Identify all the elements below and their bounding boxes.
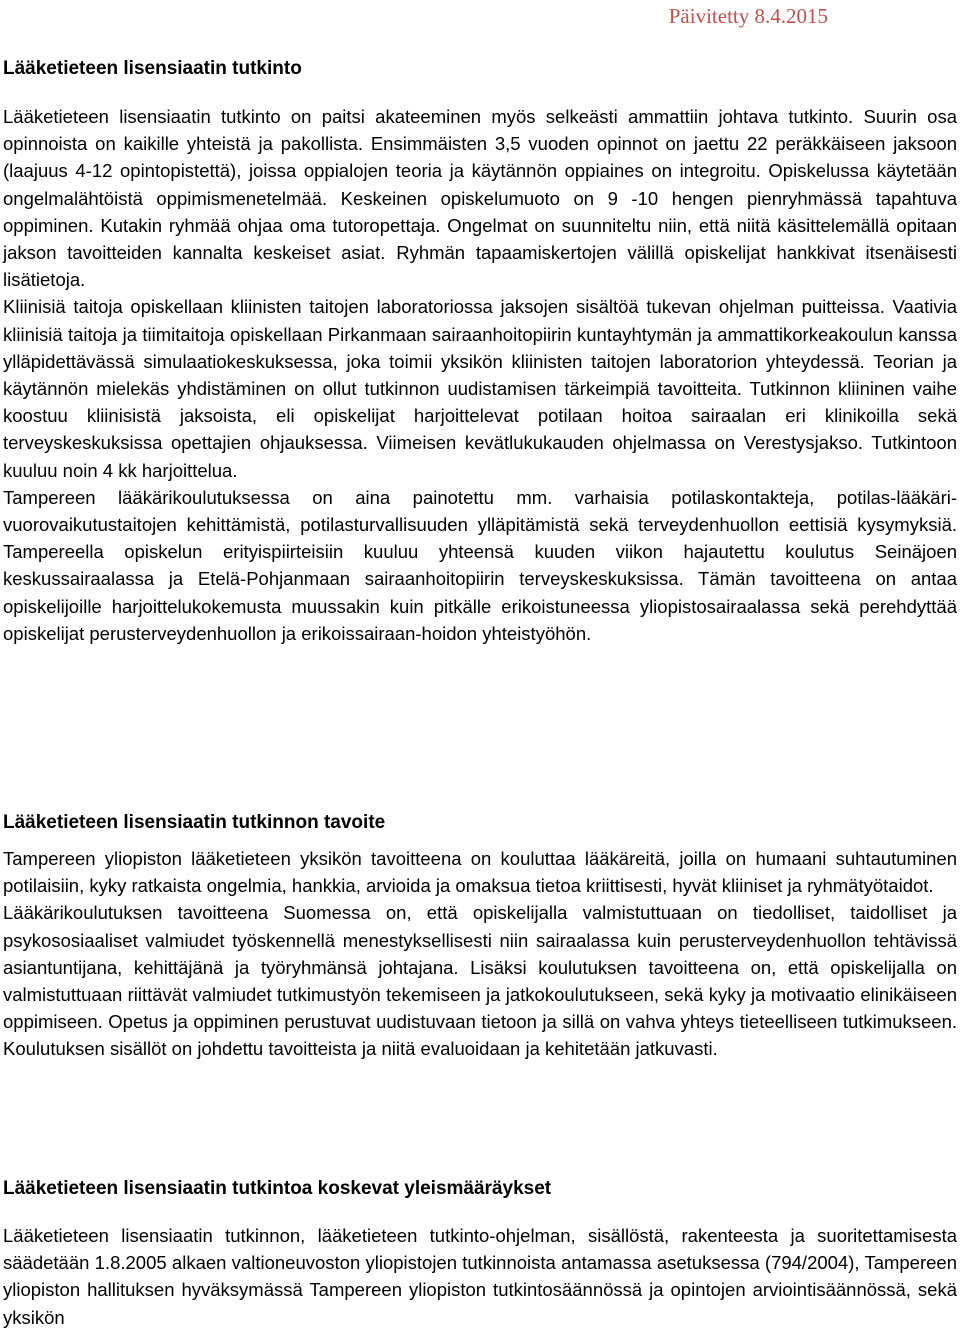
paragraph: Lääketieteen lisensiaatin tutkinto on paitsi akateeminen myös selkeästi ammattiin johtava tutkinto. Suurin osa opinnoista on kaikille yhteistä ja pakollista. Ensimmäisten 3,5 vuoden opinnot on jaettu 22 peräkkäiseen jaksoon (laajuus 4-12 opintopistettä), joissa oppialojen teoria ja käytännön oppiaines on integroitu. Opiskelussa käytetään ongelmalähtöistä oppimismenetelmää. Keskeinen opiskelumuoto on 9 -10 hengen pienryhmässä tapahtuva oppiminen. Kutakin ryhmää ohjaa oma tutoropettaja. Ongelmat on suunniteltu niin, että niitä käsittelemällä opitaan jakson tavoitteiden kannalta keskeiset asiat. Ryhmän tapaamiskertojen välillä opiskelijat hankkivat itsenäisesti lisätietoja. [3,106,957,291]
paragraph: Lääketieteen lisensiaatin tutkinnon, lääketieteen tutkinto-ohjelman, sisällöstä, rakenteesta ja suoritettamisesta säädetään 1.8.2005 alkaen valtioneuvoston yliopistojen tutkinnoista antamassa asetuksessa (794/2004), Tampereen yliopiston hallituksen hyväksymässä Tampereen yliopiston tutkintosäännössä ja opintojen arviointisäännössä, sekä yksikön [3,1225,957,1328]
paragraph: Tampereen lääkärikoulutuksessa on aina painotettu mm. varhaisia potilaskontakteja, potilas-lääkäri-vuorovaikutustaitojen kehittämistä, potilasturvallisuuden ylläpitämistä sekä terveydenhuollon eettisiä kysymyksiä. Tampereella opiskelun erityispiirteisiin kuuluu yhteensä kuuden viikon hajautettu koulutus Seinäjoen keskussairaalassa ja Etelä-Pohjanmaan sairaanhoitopiirin terveyskeskuksissa. Tämän tavoitteena on antaa opiskelijoille harjoittelukokemusta muussakin kuin pitkälle erikoistuneessa yliopistosairaalassa sekä perehdyttää opiskelijat perusterveydenhuollon ja erikoissairaan-hoidon yhteistyöhön. [3,486,957,644]
last-updated-date: Päivitetty 8.4.2015 [668,4,828,28]
section-regulations-body [3,1222,957,1331]
paragraph: Kliinisiä taitoja opiskellaan kliinisten taitojen laboratoriossa jaksojen sisältöä tukevan ohjelman puitteissa. Vaativia kliinisiä taitoja ja tiimitaitoja opiskellaan Pirkanmaan sairaanhoitopiirin kuntayhtymän ja ammattikorkeakoulun kanssa ylläpidettävässä simulaatiokeskuksessa, joka toimii yksikön kliinisten taitojen laboratorion yhteydessä. Teorian ja käytännön mielekäs yhdistäminen on ollut tutkinnon uudistamisen tärkeimpiä tavoitteita. Tutkinnon kliininen vaihe koostuu kliinisistä jaksoista, eli opiskelijat harjoittelevat potilaan hoitoa sairaalan eri klinikoilla sekä terveyskeskuksissa opettajien ohjauksessa. Viimeisen kevätlukukauden ohjelmassa on Verestysjakso. Tutkintoon kuuluu noin 4 kk harjoittelua. [3,296,957,481]
section-goal-body [3,845,957,1063]
section-heading-regulations: Lääketieteen lisensiaatin tutkintoa koskevat yleismääräykset [3,1178,552,1199]
paragraph: Tampereen yliopiston lääketieteen yksikön tavoitteena on kouluttaa lääkäreitä, joilla on humaani suhtautuminen potilaisiin, kyky ratkaista ongelmia, hankkia, arvioida ja omaksua tietoa kriittisesti, hyvät kliiniset ja ryhmätyötaidot. [3,848,957,897]
section-heading-degree: Lääketieteen lisensiaatin tutkinto [3,58,302,79]
section-degree-body [3,103,957,647]
paragraph: Lääkärikoulutuksen tavoitteena Suomessa on, että opiskelijalla valmistuttuaan on tiedolliset, taidolliset ja psykososiaaliset valmiudet työskennellä menestyksellisesti niin sairaalassa kuin perusterveydenhuollon tehtävissä asiantuntijana, kehittäjänä ja työryhmänsä johtajana. Lisäksi koulutuksen tavoitteena on, että opiskelijalla on valmistuttuaan riittävät valmiudet tutkimustyön tekemiseen ja jatkokoulutukseen, sekä kyky ja motivaatio elinikäiseen oppimiseen. Opetus ja oppiminen perustuvat uudistuvaan tietoon ja sillä on vahva yhteys tieteelliseen tutkimukseen. Koulutuksen sisällöt on johdettu tavoitteista ja niitä evaluoidaan ja kehitetään jatkuvasti. [3,902,957,1060]
section-heading-goal: Lääketieteen lisensiaatin tutkinnon tavoite [3,812,386,833]
